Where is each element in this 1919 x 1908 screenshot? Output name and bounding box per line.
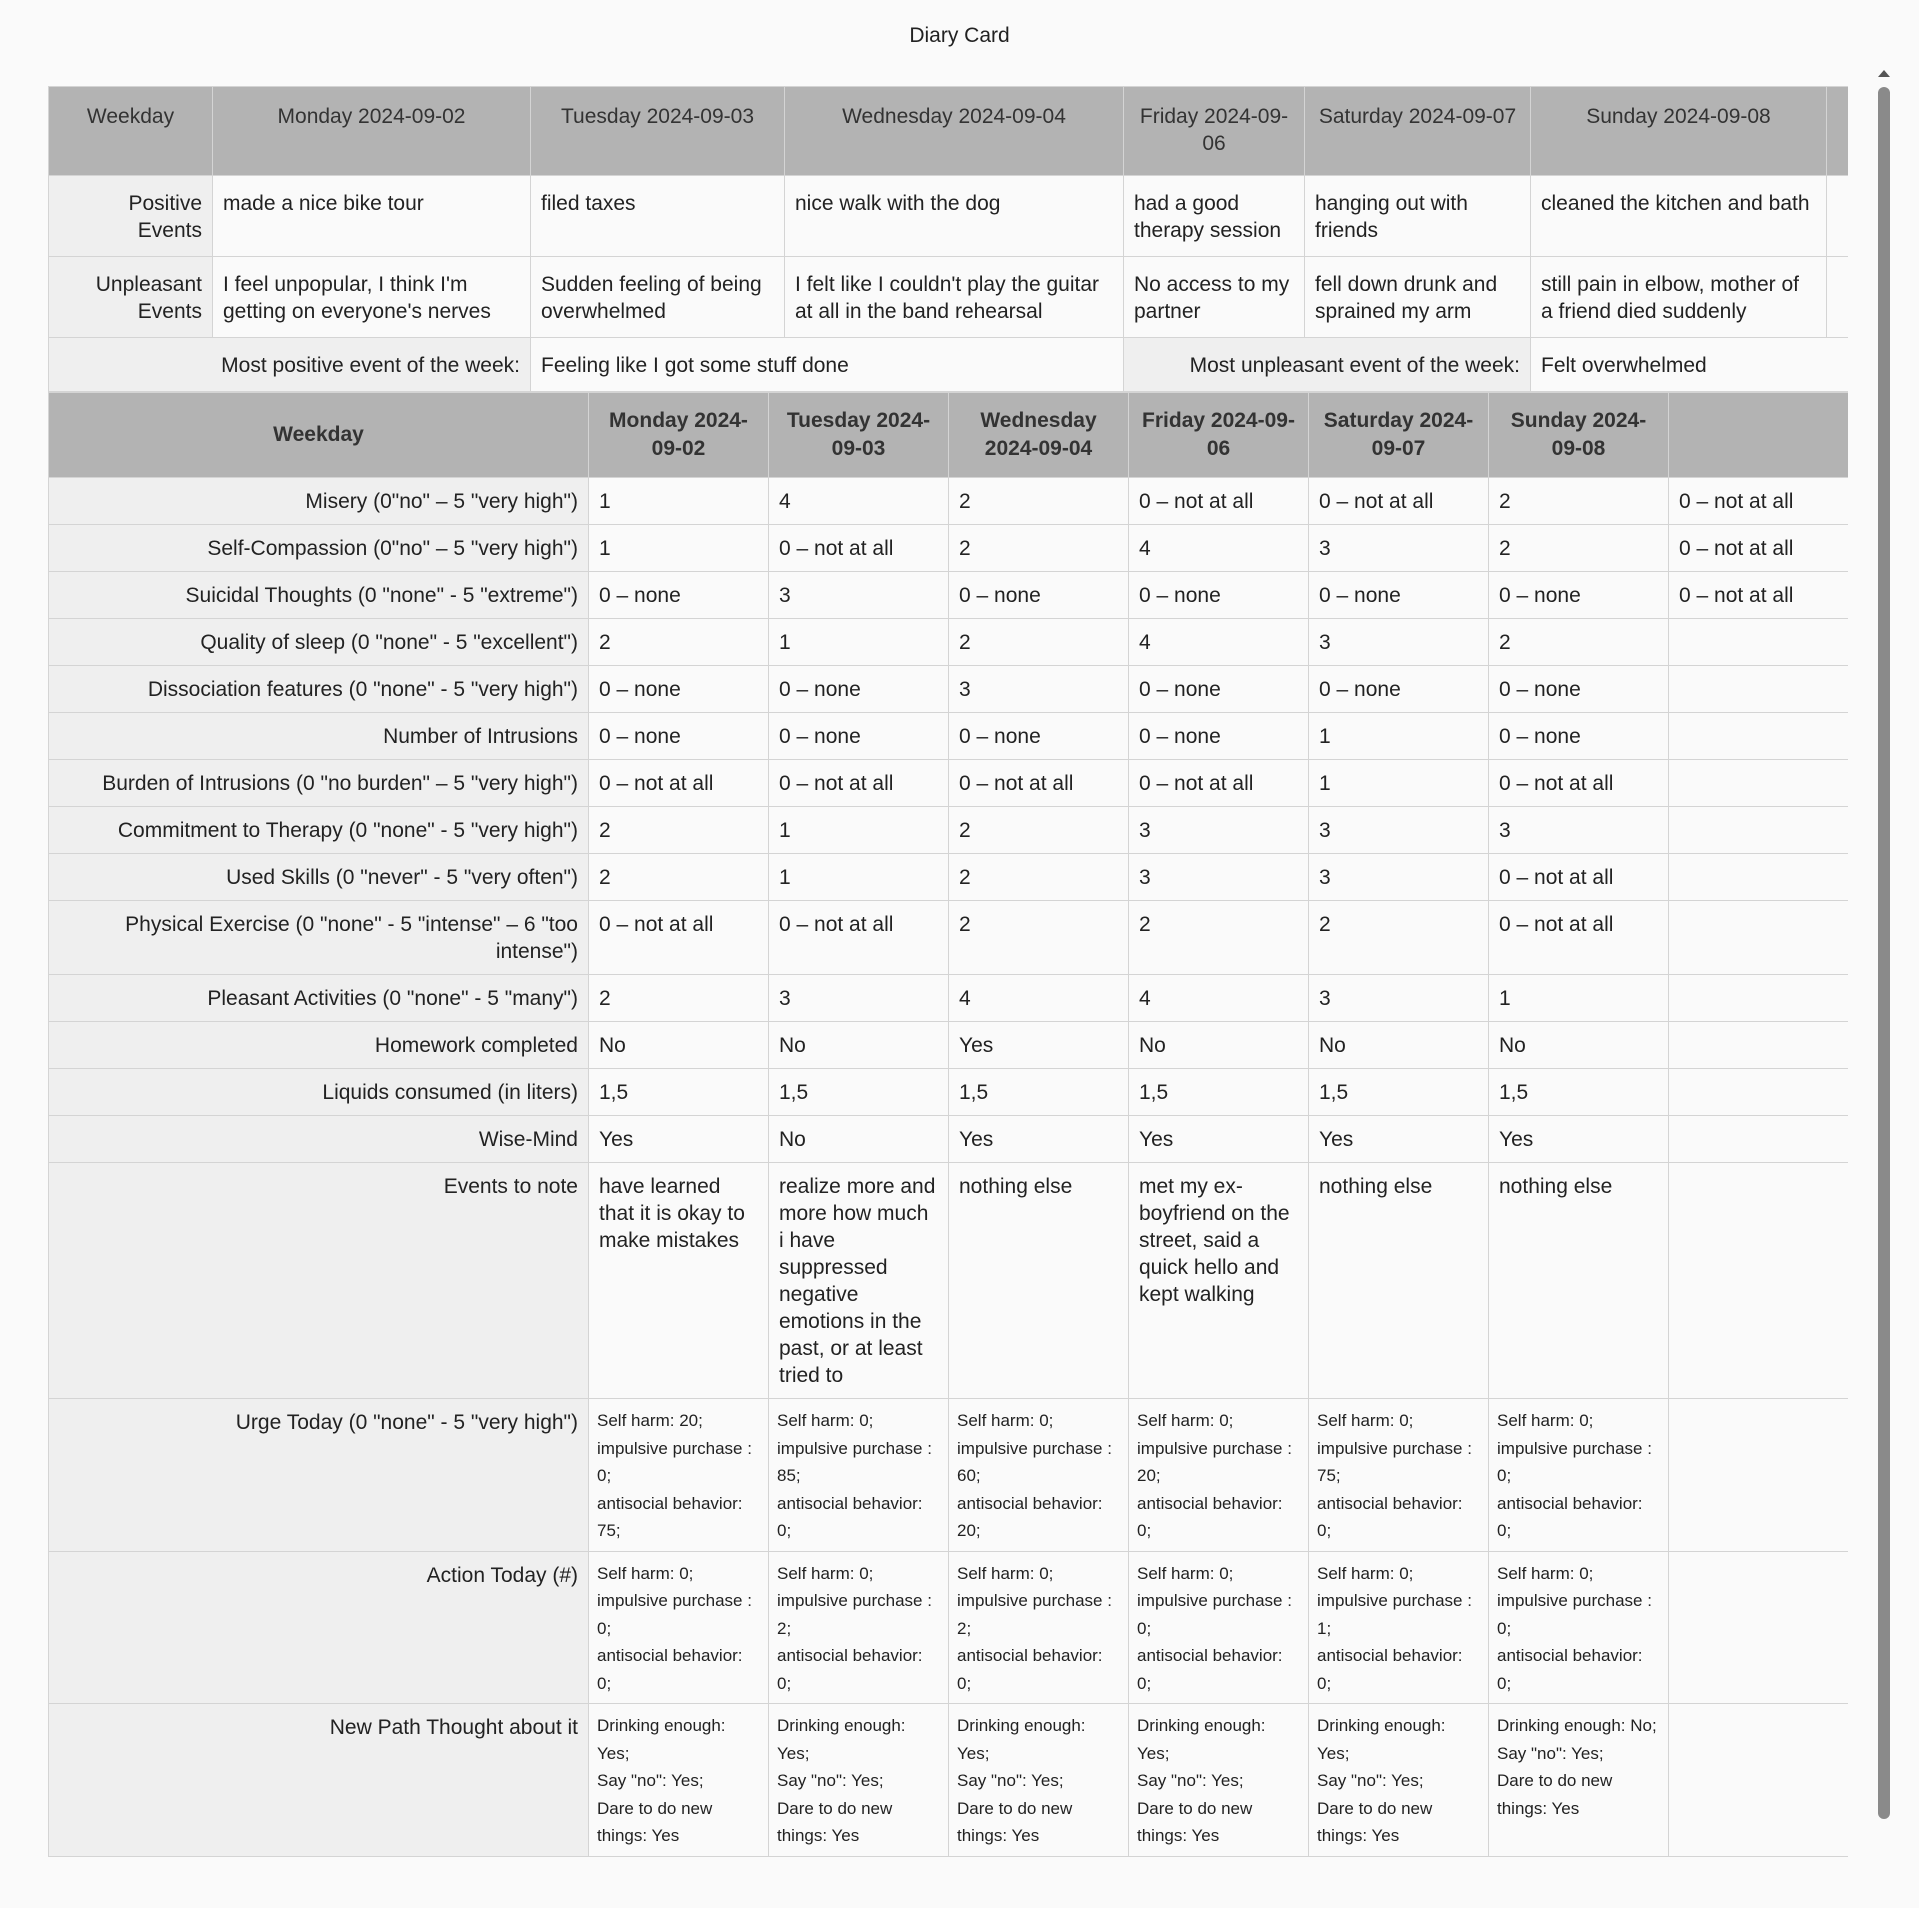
rating-cell: 1 [589, 478, 769, 525]
rating-cell: 0 – not at all [769, 525, 949, 572]
detail-line: Dare to do new things: Yes [1497, 1771, 1613, 1818]
detail-line: Self harm: 0; [957, 1411, 1054, 1430]
rating-cell: 0 – none [1129, 666, 1309, 713]
rating-cell: 2 [1489, 619, 1669, 666]
rating-cell: 2 [949, 807, 1129, 854]
row-label: Urge Today (0 "none" - 5 "very high") [49, 1399, 589, 1552]
detail-cell [769, 1704, 949, 1857]
detail-line: antisocial behavior: 0; [957, 1646, 1103, 1693]
detail-line: Dare to do new things: Yes [1137, 1798, 1253, 1845]
detail-line: impulsive purchase : 0; [1497, 1591, 1652, 1638]
event-cell: I felt like I couldn't play the guitar at all in the band rehearsal [785, 257, 1124, 338]
detail-line: Say "no": Yes; [1137, 1771, 1244, 1790]
detail-line: Self harm: 0; [957, 1563, 1054, 1583]
detail-line: antisocial behavior: 75; [597, 1493, 743, 1540]
rating-cell: Yes [949, 1116, 1129, 1163]
detail-cell [1309, 1551, 1489, 1704]
detail-cell [1669, 1704, 1849, 1857]
rating-cell: 2 [589, 975, 769, 1022]
detail-line: antisocial behavior: 0; [1137, 1646, 1283, 1693]
rating-cell: 0 – not at all [1489, 854, 1669, 901]
detail-cell [1669, 1399, 1849, 1552]
row-label: Physical Exercise (0 "none" - 5 "intense" – 6 "too intense") [49, 901, 589, 975]
ratings-header-row [49, 393, 1849, 478]
rating-cell: No [1309, 1022, 1489, 1069]
day-header: Tuesday 2024-09-03 [531, 87, 785, 176]
day-header: Wednesday 2024-09-04 [785, 87, 1124, 176]
rating-row [49, 666, 1849, 713]
detail-line: Drinking enough: Yes; [1137, 1716, 1266, 1763]
detail-line: Say "no": Yes; [777, 1771, 884, 1790]
rating-cell: 2 [949, 854, 1129, 901]
rating-cell: 4 [1129, 619, 1309, 666]
rating-cell [1669, 854, 1849, 901]
most-positive-value: Feeling like I got some stuff done [531, 338, 1124, 392]
rating-cell: Yes [589, 1116, 769, 1163]
rating-cell: 2 [949, 901, 1129, 975]
rating-row [49, 572, 1849, 619]
event-cell: fell down drunk and sprained my arm [1305, 257, 1531, 338]
detail-line: Self harm: 0; [777, 1411, 874, 1430]
rating-cell: Yes [1129, 1116, 1309, 1163]
rating-row [49, 854, 1849, 901]
row-label: Misery (0"no" – 5 "very high") [49, 478, 589, 525]
rating-cell: 1 [1489, 975, 1669, 1022]
detail-line: Say "no": Yes; [957, 1771, 1064, 1790]
rating-cell [1669, 1022, 1849, 1069]
rating-cell: 3 [769, 975, 949, 1022]
detail-line: impulsive purchase : 0; [597, 1591, 752, 1638]
rating-cell: 4 [949, 975, 1129, 1022]
rating-row [49, 713, 1849, 760]
rating-cell: 0 – not at all [589, 760, 769, 807]
rating-cell: 2 [1309, 901, 1489, 975]
day-header: Friday 2024-09-06 [1124, 87, 1305, 176]
rating-cell: 3 [769, 572, 949, 619]
rating-cell: 1,5 [949, 1069, 1129, 1116]
rating-cell: 2 [949, 525, 1129, 572]
detail-row [49, 1551, 1849, 1704]
rating-cell: No [1129, 1022, 1309, 1069]
detail-cell [1489, 1704, 1669, 1857]
rating-cell: 1,5 [1129, 1069, 1309, 1116]
scroll-up-arrow-icon[interactable] [1878, 70, 1890, 77]
rating-cell: 0 – not at all [1129, 478, 1309, 525]
rating-cell: 1,5 [769, 1069, 949, 1116]
event-cell: Sudden feeling of being overwhelmed [531, 257, 785, 338]
rating-row [49, 760, 1849, 807]
event-cell: I feel unpopular, I think I'm getting on everyone's nerves [213, 257, 531, 338]
event-cell: No access to my partner [1124, 257, 1305, 338]
detail-line: antisocial behavior: 0; [1137, 1493, 1283, 1540]
row-label: Quality of sleep (0 "none" - 5 "excellent") [49, 619, 589, 666]
detail-line: impulsive purchase : 0; [1497, 1438, 1652, 1485]
rating-cell: 3 [1129, 807, 1309, 854]
day-header: Wednesday 2024-09-04 [949, 393, 1129, 478]
detail-cell [1309, 1399, 1489, 1552]
rating-row [49, 901, 1849, 975]
rating-cell: 2 [589, 807, 769, 854]
row-label: Suicidal Thoughts (0 "none" - 5 "extreme") [49, 572, 589, 619]
events-header-row [49, 87, 1849, 176]
rating-cell: 0 – none [1489, 713, 1669, 760]
event-cell: filed taxes [531, 176, 785, 257]
rating-cell: 0 – not at all [1489, 760, 1669, 807]
detail-line: antisocial behavior: 0; [1317, 1493, 1463, 1540]
detail-cell [949, 1551, 1129, 1704]
rating-cell: 1 [769, 619, 949, 666]
unpleasant-events-row [49, 257, 1849, 338]
detail-row [49, 1399, 1849, 1552]
rating-cell: nothing else [949, 1163, 1129, 1399]
rating-cell: 1 [1309, 713, 1489, 760]
rating-cell: Yes [1309, 1116, 1489, 1163]
detail-line: impulsive purchase : 0; [597, 1438, 752, 1485]
rating-cell: 3 [1309, 619, 1489, 666]
day-header: Tuesday 2024-09-03 [769, 393, 949, 478]
detail-line: Self harm: 0; [597, 1563, 694, 1583]
detail-line: Self harm: 0; [1317, 1563, 1414, 1583]
day-header: Monday 2024-09-02 [589, 393, 769, 478]
detail-cell [1669, 1551, 1849, 1704]
rating-cell: 0 – not at all [1669, 572, 1849, 619]
ratings-body [49, 478, 1849, 1857]
detail-cell [769, 1551, 949, 1704]
row-label: Action Today (#) [49, 1551, 589, 1704]
rating-cell: No [769, 1022, 949, 1069]
rating-cell: realize more and more how much i have suppressed negative emotions in the past, or at least tried to [769, 1163, 949, 1399]
row-label: Burden of Intrusions (0 "no burden" – 5 "very high") [49, 760, 589, 807]
rating-cell: 0 – not at all [1129, 760, 1309, 807]
detail-line: Self harm: 0; [1317, 1411, 1414, 1430]
most-unpleasant-value: Felt overwhelmed [1531, 338, 1849, 392]
rating-cell: 0 – none [769, 713, 949, 760]
rating-cell: 2 [949, 478, 1129, 525]
event-cell: made a nice bike tour [213, 176, 531, 257]
detail-line: Drinking enough: No; [1497, 1716, 1657, 1735]
detail-line: Say "no": Yes; [1317, 1771, 1424, 1790]
rating-cell: Yes [1489, 1116, 1669, 1163]
row-label: Homework completed [49, 1022, 589, 1069]
rating-cell: 0 – not at all [1669, 478, 1849, 525]
rating-cell: 2 [1129, 901, 1309, 975]
detail-line: Say "no": Yes; [597, 1771, 704, 1790]
rating-cell: 0 – none [589, 713, 769, 760]
detail-cell [769, 1399, 949, 1552]
rating-cell [1669, 1116, 1849, 1163]
rating-cell: 0 – none [589, 666, 769, 713]
detail-line: antisocial behavior: 0; [597, 1646, 743, 1693]
detail-line: antisocial behavior: 0; [777, 1493, 923, 1540]
rating-cell: 3 [1309, 807, 1489, 854]
rating-cell: 0 – not at all [1669, 525, 1849, 572]
rating-row [49, 1022, 1849, 1069]
day-header [1669, 393, 1849, 478]
detail-cell [1489, 1551, 1669, 1704]
detail-cell [1129, 1399, 1309, 1552]
rating-cell: No [589, 1022, 769, 1069]
detail-row [49, 1704, 1849, 1857]
detail-line: Drinking enough: Yes; [1317, 1716, 1446, 1763]
empty-cell [1827, 257, 1849, 338]
day-header: Saturday 2024-09-07 [1305, 87, 1531, 176]
detail-line: impulsive purchase : 60; [957, 1438, 1112, 1485]
rating-cell [1669, 975, 1849, 1022]
detail-line: antisocial behavior: 20; [957, 1493, 1103, 1540]
rating-cell [1669, 760, 1849, 807]
row-label: Positive Events [49, 176, 213, 257]
rating-cell: met my ex-boyfriend on the street, said a quick hello and kept walking [1129, 1163, 1309, 1399]
event-cell: cleaned the kitchen and bath [1531, 176, 1827, 257]
detail-line: impulsive purchase : 1; [1317, 1591, 1472, 1638]
rating-cell: have learned that it is okay to make mistakes [589, 1163, 769, 1399]
rating-cell: nothing else [1489, 1163, 1669, 1399]
rating-row [49, 1163, 1849, 1399]
event-cell: nice walk with the dog [785, 176, 1124, 257]
detail-cell [1129, 1704, 1309, 1857]
rating-row [49, 619, 1849, 666]
rating-cell: nothing else [1309, 1163, 1489, 1399]
detail-cell [949, 1704, 1129, 1857]
detail-line: Self harm: 0; [777, 1563, 874, 1583]
rating-cell: 1 [589, 525, 769, 572]
rating-cell: 0 – not at all [1309, 478, 1489, 525]
rating-cell: 4 [1129, 975, 1309, 1022]
rating-cell: 0 – none [1129, 572, 1309, 619]
rating-row [49, 525, 1849, 572]
week-summary-row [49, 338, 1849, 392]
page-title: Diary Card [909, 24, 1010, 47]
detail-line: antisocial behavior: 0; [1497, 1646, 1643, 1693]
rating-cell: 0 – none [1309, 572, 1489, 619]
detail-cell [949, 1399, 1129, 1552]
rating-cell: 0 – none [949, 572, 1129, 619]
row-label: Liquids consumed (in liters) [49, 1069, 589, 1116]
weekday-header: Weekday [49, 393, 589, 478]
rating-cell: 0 – none [589, 572, 769, 619]
detail-line: Self harm: 20; [597, 1411, 703, 1430]
row-label: Pleasant Activities (0 "none" - 5 "many") [49, 975, 589, 1022]
detail-line: Dare to do new things: Yes [777, 1798, 893, 1845]
detail-cell [1129, 1551, 1309, 1704]
rating-cell: 0 – not at all [1489, 901, 1669, 975]
rating-cell: 2 [589, 854, 769, 901]
detail-line: Drinking enough: Yes; [597, 1716, 726, 1763]
detail-cell [589, 1704, 769, 1857]
row-label: Wise-Mind [49, 1116, 589, 1163]
rating-cell: 0 – not at all [769, 901, 949, 975]
rating-cell: 3 [1309, 525, 1489, 572]
spacer-header [1827, 87, 1849, 176]
rating-row [49, 975, 1849, 1022]
detail-line: Self harm: 0; [1497, 1563, 1594, 1583]
rating-cell: 2 [589, 619, 769, 666]
detail-cell [589, 1551, 769, 1704]
rating-cell: 0 – none [769, 666, 949, 713]
detail-line: impulsive purchase : 2; [957, 1591, 1112, 1638]
rating-cell [1669, 619, 1849, 666]
rating-cell: 3 [949, 666, 1129, 713]
weekday-header: Weekday [49, 87, 213, 176]
rating-cell: 1 [1309, 760, 1489, 807]
day-header: Friday 2024-09-06 [1129, 393, 1309, 478]
detail-line: Dare to do new things: Yes [597, 1798, 713, 1845]
row-label: Self-Compassion (0"no" – 5 "very high") [49, 525, 589, 572]
rating-cell: 0 – not at all [769, 760, 949, 807]
rating-cell: 0 – not at all [589, 901, 769, 975]
rating-cell [1669, 807, 1849, 854]
row-label: Number of Intrusions [49, 713, 589, 760]
rating-cell: 0 – none [1489, 572, 1669, 619]
day-header: Monday 2024-09-02 [213, 87, 531, 176]
detail-cell [1489, 1399, 1669, 1552]
row-label: Commitment to Therapy (0 "none" - 5 "very high") [49, 807, 589, 854]
rating-cell: 3 [1129, 854, 1309, 901]
most-unpleasant-label: Most unpleasant event of the week: [1124, 338, 1531, 392]
event-cell: had a good therapy session [1124, 176, 1305, 257]
detail-line: impulsive purchase : 0; [1137, 1591, 1292, 1638]
detail-line: Self harm: 0; [1497, 1411, 1594, 1430]
rating-cell [1669, 1163, 1849, 1399]
rating-cell: 3 [1489, 807, 1669, 854]
weekly-events-table [48, 86, 1848, 392]
row-label: Unpleasant Events [49, 257, 213, 338]
row-label: Events to note [49, 1163, 589, 1399]
detail-line: antisocial behavior: 0; [1497, 1493, 1643, 1540]
rating-cell: 0 – none [1309, 666, 1489, 713]
detail-line: impulsive purchase : 75; [1317, 1438, 1472, 1485]
positive-events-row [49, 176, 1849, 257]
rating-cell [1669, 1069, 1849, 1116]
rating-cell: No [769, 1116, 949, 1163]
rating-row [49, 807, 1849, 854]
row-label: Used Skills (0 "never" - 5 "very often") [49, 854, 589, 901]
rating-cell: 3 [1309, 854, 1489, 901]
detail-line: Drinking enough: Yes; [957, 1716, 1086, 1763]
rating-cell: No [1489, 1022, 1669, 1069]
rating-cell: 1 [769, 807, 949, 854]
rating-cell: 4 [769, 478, 949, 525]
detail-line: antisocial behavior: 0; [1317, 1646, 1463, 1693]
rating-cell: 1 [769, 854, 949, 901]
detail-line: impulsive purchase : 20; [1137, 1438, 1292, 1485]
most-positive-label: Most positive event of the week: [49, 338, 531, 392]
rating-cell: Yes [949, 1022, 1129, 1069]
rating-cell: 0 – none [1489, 666, 1669, 713]
detail-line: impulsive purchase : 2; [777, 1591, 932, 1638]
rating-cell: 1,5 [1309, 1069, 1489, 1116]
rating-cell: 1,5 [589, 1069, 769, 1116]
event-cell: hanging out with friends [1305, 176, 1531, 257]
row-label: New Path Thought about it [49, 1704, 589, 1857]
day-header: Saturday 2024-09-07 [1309, 393, 1489, 478]
rating-cell: 0 – none [949, 713, 1129, 760]
detail-line: Self harm: 0; [1137, 1411, 1234, 1430]
scrollbar-thumb[interactable] [1878, 87, 1890, 1819]
detail-cell [1309, 1704, 1489, 1857]
detail-cell [589, 1399, 769, 1552]
rating-cell: 2 [1489, 478, 1669, 525]
rating-row [49, 478, 1849, 525]
rating-cell: 1,5 [1489, 1069, 1669, 1116]
rating-cell [1669, 901, 1849, 975]
day-header: Sunday 2024-09-08 [1489, 393, 1669, 478]
detail-line: Dare to do new things: Yes [957, 1798, 1073, 1845]
detail-line: Dare to do new things: Yes [1317, 1798, 1433, 1845]
rating-cell: 2 [1489, 525, 1669, 572]
empty-cell [1827, 176, 1849, 257]
detail-line: Say "no": Yes; [1497, 1743, 1604, 1763]
day-header: Sunday 2024-09-08 [1531, 87, 1827, 176]
rating-cell [1669, 713, 1849, 760]
rating-cell: 0 – not at all [949, 760, 1129, 807]
detail-line: Self harm: 0; [1137, 1563, 1234, 1583]
event-cell: still pain in elbow, mother of a friend died suddenly [1531, 257, 1827, 338]
detail-line: impulsive purchase : 85; [777, 1438, 932, 1485]
daily-ratings-table [48, 392, 1848, 1857]
rating-cell: 3 [1309, 975, 1489, 1022]
rating-cell: 2 [949, 619, 1129, 666]
rating-row [49, 1069, 1849, 1116]
diary-card-content[interactable] [48, 86, 1848, 1908]
rating-cell: 4 [1129, 525, 1309, 572]
detail-line: antisocial behavior: 0; [777, 1646, 923, 1693]
row-label: Dissociation features (0 "none" - 5 "very high") [49, 666, 589, 713]
rating-cell [1669, 666, 1849, 713]
rating-row [49, 1116, 1849, 1163]
rating-cell: 0 – none [1129, 713, 1309, 760]
detail-line: Drinking enough: Yes; [777, 1716, 906, 1763]
